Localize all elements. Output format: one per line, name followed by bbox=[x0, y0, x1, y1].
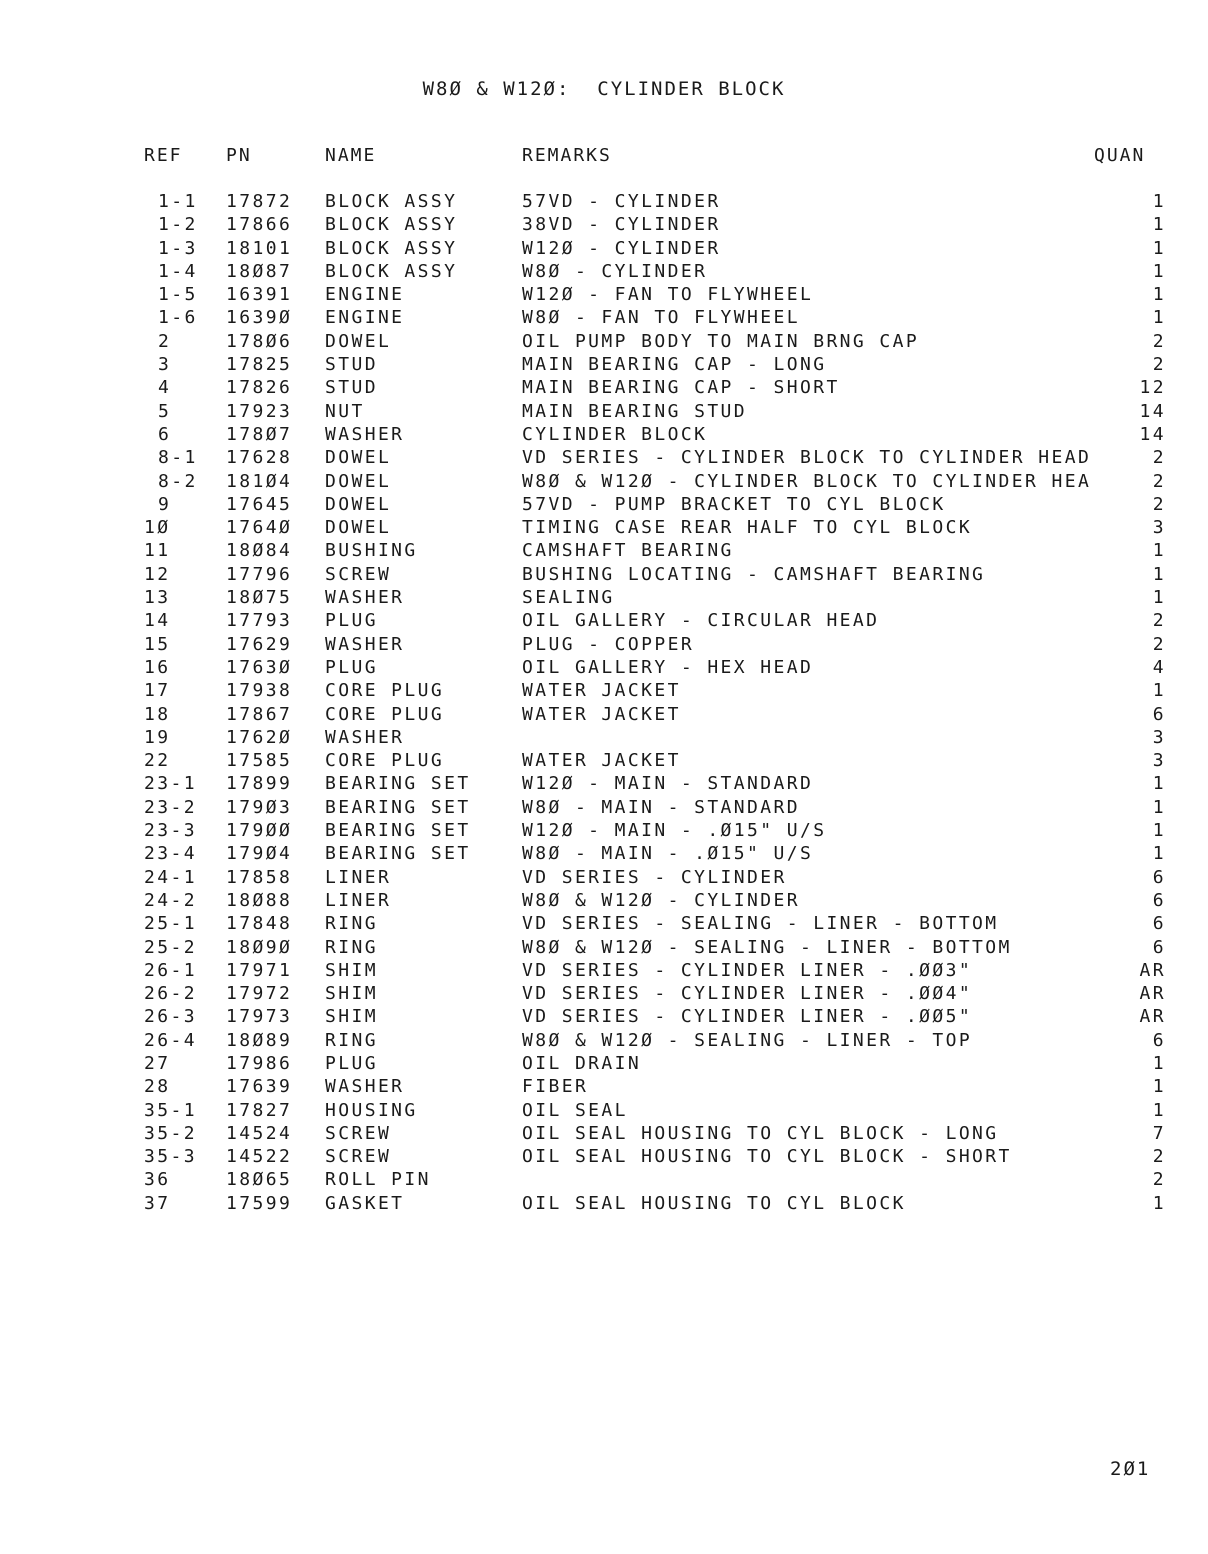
header-name: NAME bbox=[325, 145, 377, 166]
quan-cell: 2 bbox=[1152, 354, 1166, 376]
name-cell: SCREW bbox=[325, 563, 392, 585]
remarks-cell: CYLINDER BLOCK bbox=[522, 423, 708, 445]
pn-cell: 1764Ø bbox=[226, 517, 293, 539]
pn-cell: 17585 bbox=[226, 750, 293, 772]
ref-cell: 13 bbox=[144, 587, 171, 609]
ref-cell: 12 bbox=[144, 563, 171, 585]
name-cell: WASHER bbox=[325, 1076, 405, 1098]
pn-cell: 17867 bbox=[226, 703, 293, 725]
table-row bbox=[0, 1122, 1208, 1145]
table-row bbox=[0, 423, 1208, 446]
pn-cell: 17599 bbox=[226, 1192, 293, 1214]
table-row bbox=[0, 912, 1208, 935]
remarks-cell: FIBER bbox=[522, 1076, 589, 1098]
ref-cell: 18 bbox=[144, 703, 171, 725]
ref-cell: 23-2 bbox=[144, 796, 197, 818]
remarks-cell: MAIN BEARING CAP - SHORT bbox=[522, 377, 840, 399]
pn-cell: 17986 bbox=[226, 1052, 293, 1074]
name-cell: CORE PLUG bbox=[325, 750, 445, 772]
name-cell: BEARING SET bbox=[325, 773, 471, 795]
table-row bbox=[0, 1005, 1208, 1028]
header-remarks: REMARKS bbox=[522, 145, 612, 166]
quan-cell: 1 bbox=[1152, 820, 1166, 842]
table-row bbox=[0, 446, 1208, 469]
remarks-cell: W8Ø - MAIN - .Ø15" U/S bbox=[522, 843, 814, 865]
pn-cell: 17899 bbox=[226, 773, 293, 795]
pn-cell: 17973 bbox=[226, 1006, 293, 1028]
quan-cell: 6 bbox=[1152, 703, 1166, 725]
name-cell: GASKET bbox=[325, 1192, 405, 1214]
remarks-cell: 57VD - CYLINDER bbox=[522, 191, 721, 212]
ref-cell: 8-2 bbox=[158, 470, 198, 492]
table-row bbox=[0, 749, 1208, 772]
quan-cell: 14 bbox=[1139, 400, 1166, 422]
ref-cell: 23-4 bbox=[144, 843, 197, 865]
remarks-cell: W12Ø - CYLINDER bbox=[522, 237, 721, 259]
remarks-cell: W8Ø & W12Ø - SEALING - LINER - TOP bbox=[522, 1029, 973, 1051]
ref-cell: 24-2 bbox=[144, 889, 197, 911]
pn-cell: 1762Ø bbox=[226, 726, 293, 748]
ref-cell: 22 bbox=[144, 750, 171, 772]
name-cell: BLOCK ASSY bbox=[325, 260, 458, 282]
pn-cell: 17639 bbox=[226, 1076, 293, 1098]
quan-cell: 1 bbox=[1152, 796, 1166, 818]
quan-cell: 2 bbox=[1152, 633, 1166, 655]
table-row bbox=[0, 633, 1208, 656]
table-row bbox=[0, 353, 1208, 376]
pn-cell: 17827 bbox=[226, 1099, 293, 1121]
ref-cell: 37 bbox=[144, 1192, 171, 1214]
table-header bbox=[0, 145, 1208, 169]
name-cell: CORE PLUG bbox=[325, 703, 445, 725]
pn-cell: 17825 bbox=[226, 354, 293, 376]
remarks-cell: MAIN BEARING STUD bbox=[522, 400, 748, 422]
quan-cell: 1 bbox=[1152, 1052, 1166, 1074]
name-cell: ENGINE bbox=[325, 284, 405, 306]
quan-cell: 4 bbox=[1152, 656, 1166, 678]
name-cell: BUSHING bbox=[325, 540, 418, 562]
name-cell: BEARING SET bbox=[325, 796, 471, 818]
header-ref: REF bbox=[144, 145, 183, 166]
name-cell: PLUG bbox=[325, 610, 378, 632]
pn-cell: 17866 bbox=[226, 214, 293, 236]
quan-cell: 1 bbox=[1152, 540, 1166, 562]
ref-cell: 15 bbox=[144, 633, 171, 655]
name-cell: ENGINE bbox=[325, 307, 405, 329]
quan-cell: 2 bbox=[1152, 1169, 1166, 1191]
quan-cell: 3 bbox=[1152, 517, 1166, 539]
remarks-cell: W8Ø & W12Ø - SEALING - LINER - BOTTOM bbox=[522, 936, 1012, 958]
pn-cell: 178Ø7 bbox=[226, 423, 293, 445]
pn-cell: 179Ø3 bbox=[226, 796, 293, 818]
name-cell: RING bbox=[325, 1029, 378, 1051]
ref-cell: 4 bbox=[158, 377, 172, 399]
table-row bbox=[0, 936, 1208, 959]
ref-cell: 1-4 bbox=[158, 260, 198, 282]
parts-table bbox=[0, 190, 1208, 1215]
pn-cell: 18Ø84 bbox=[226, 540, 293, 562]
table-row bbox=[0, 866, 1208, 889]
name-cell: STUD bbox=[325, 354, 378, 376]
table-row bbox=[0, 516, 1208, 539]
remarks-cell: BUSHING LOCATING - CAMSHAFT BEARING bbox=[522, 563, 986, 585]
remarks-cell: OIL SEAL HOUSING TO CYL BLOCK - SHORT bbox=[522, 1146, 1012, 1168]
remarks-cell: VD SERIES - SEALING - LINER - BOTTOM bbox=[522, 913, 999, 935]
ref-cell: 1-2 bbox=[158, 214, 198, 236]
remarks-cell: W8Ø - CYLINDER bbox=[522, 260, 708, 282]
remarks-cell: W8Ø & W12Ø - CYLINDER BLOCK TO CYLINDER HEA bbox=[522, 470, 1092, 492]
remarks-cell: VD SERIES - CYLINDER bbox=[522, 866, 787, 888]
pn-cell: 17796 bbox=[226, 563, 293, 585]
table-row bbox=[0, 609, 1208, 632]
name-cell: RING bbox=[325, 936, 378, 958]
name-cell: SCREW bbox=[325, 1122, 392, 1144]
quan-cell: 1 bbox=[1152, 260, 1166, 282]
pn-cell: 18Ø89 bbox=[226, 1029, 293, 1051]
ref-cell: 2 bbox=[158, 330, 172, 352]
name-cell: DOWEL bbox=[325, 493, 392, 515]
pn-cell: 17972 bbox=[226, 983, 293, 1005]
quan-cell: AR bbox=[1139, 983, 1166, 1005]
quan-cell: 2 bbox=[1152, 447, 1166, 469]
pn-cell: 14524 bbox=[226, 1122, 293, 1144]
ref-cell: 35-1 bbox=[144, 1099, 197, 1121]
remarks-cell: W8Ø & W12Ø - CYLINDER bbox=[522, 889, 800, 911]
quan-cell: 14 bbox=[1139, 423, 1166, 445]
name-cell: PLUG bbox=[325, 1052, 378, 1074]
table-row bbox=[0, 1029, 1208, 1052]
ref-cell: 14 bbox=[144, 610, 171, 632]
name-cell: BEARING SET bbox=[325, 843, 471, 865]
table-row bbox=[0, 563, 1208, 586]
name-cell: BLOCK ASSY bbox=[325, 237, 458, 259]
name-cell: RING bbox=[325, 913, 378, 935]
table-row bbox=[0, 400, 1208, 423]
table-row bbox=[0, 1075, 1208, 1098]
page-number: 2Ø1 bbox=[1110, 1458, 1151, 1480]
pn-cell: 18Ø87 bbox=[226, 260, 293, 282]
pn-cell: 18Ø88 bbox=[226, 889, 293, 911]
table-row bbox=[0, 190, 1208, 213]
name-cell: ROLL PIN bbox=[325, 1169, 431, 1191]
quan-cell: 6 bbox=[1152, 866, 1166, 888]
name-cell: DOWEL bbox=[325, 470, 392, 492]
ref-cell: 26-2 bbox=[144, 983, 197, 1005]
pn-cell: 17938 bbox=[226, 680, 293, 702]
name-cell: WASHER bbox=[325, 423, 405, 445]
name-cell: BLOCK ASSY bbox=[325, 214, 458, 236]
pn-cell: 17793 bbox=[226, 610, 293, 632]
name-cell: WASHER bbox=[325, 633, 405, 655]
pn-cell: 17628 bbox=[226, 447, 293, 469]
quan-cell: AR bbox=[1139, 1006, 1166, 1028]
ref-cell: 28 bbox=[144, 1076, 171, 1098]
quan-cell: 7 bbox=[1152, 1122, 1166, 1144]
pn-cell: 17848 bbox=[226, 913, 293, 935]
table-row bbox=[0, 772, 1208, 795]
quan-cell: 1 bbox=[1152, 307, 1166, 329]
pn-cell: 16391 bbox=[226, 284, 293, 306]
name-cell: SCREW bbox=[325, 1146, 392, 1168]
ref-cell: 35-2 bbox=[144, 1122, 197, 1144]
name-cell: LINER bbox=[325, 866, 392, 888]
ref-cell: 25-2 bbox=[144, 936, 197, 958]
remarks-cell: PLUG - COPPER bbox=[522, 633, 695, 655]
quan-cell: 1 bbox=[1152, 680, 1166, 702]
remarks-cell: VD SERIES - CYLINDER LINER - .ØØ3" bbox=[522, 959, 973, 981]
ref-cell: 23-1 bbox=[144, 773, 197, 795]
table-row bbox=[0, 819, 1208, 842]
quan-cell: 1 bbox=[1152, 843, 1166, 865]
ref-cell: 1Ø bbox=[144, 517, 171, 539]
ref-cell: 8-1 bbox=[158, 447, 198, 469]
remarks-cell: OIL GALLERY - CIRCULAR HEAD bbox=[522, 610, 880, 632]
quan-cell: 2 bbox=[1152, 1146, 1166, 1168]
table-row bbox=[0, 213, 1208, 236]
pn-cell: 178Ø6 bbox=[226, 330, 293, 352]
quan-cell: 6 bbox=[1152, 936, 1166, 958]
table-row bbox=[0, 842, 1208, 865]
quan-cell: 3 bbox=[1152, 726, 1166, 748]
remarks-cell: CAMSHAFT BEARING bbox=[522, 540, 734, 562]
quan-cell: 1 bbox=[1152, 563, 1166, 585]
ref-cell: 26-4 bbox=[144, 1029, 197, 1051]
quan-cell: 2 bbox=[1152, 493, 1166, 515]
ref-cell: 5 bbox=[158, 400, 172, 422]
remarks-cell: WATER JACKET bbox=[522, 680, 681, 702]
table-row bbox=[0, 656, 1208, 679]
ref-cell: 9 bbox=[158, 493, 172, 515]
remarks-cell: OIL SEAL bbox=[522, 1099, 628, 1121]
ref-cell: 35-3 bbox=[144, 1146, 197, 1168]
ref-cell: 17 bbox=[144, 680, 171, 702]
ref-cell: 36 bbox=[144, 1169, 171, 1191]
quan-cell: 1 bbox=[1152, 214, 1166, 236]
pn-cell: 17645 bbox=[226, 493, 293, 515]
quan-cell: 1 bbox=[1152, 1076, 1166, 1098]
ref-cell: 1-1 bbox=[158, 191, 198, 212]
page-title: W8Ø & W12Ø: CYLINDER BLOCK bbox=[422, 78, 786, 100]
quan-cell: 1 bbox=[1152, 191, 1166, 212]
remarks-cell: OIL SEAL HOUSING TO CYL BLOCK bbox=[522, 1192, 906, 1214]
remarks-cell: WATER JACKET bbox=[522, 703, 681, 725]
name-cell: DOWEL bbox=[325, 330, 392, 352]
remarks-cell: SEALING bbox=[522, 587, 615, 609]
pn-cell: 17923 bbox=[226, 400, 293, 422]
pn-cell: 1639Ø bbox=[226, 307, 293, 329]
quan-cell: 6 bbox=[1152, 913, 1166, 935]
ref-cell: 3 bbox=[158, 354, 172, 376]
table-row bbox=[0, 726, 1208, 749]
table-row bbox=[0, 796, 1208, 819]
pn-cell: 17971 bbox=[226, 959, 293, 981]
pn-cell: 17872 bbox=[226, 191, 293, 212]
quan-cell: AR bbox=[1139, 959, 1166, 981]
remarks-cell: OIL GALLERY - HEX HEAD bbox=[522, 656, 814, 678]
name-cell: DOWEL bbox=[325, 517, 392, 539]
pn-cell: 18Ø9Ø bbox=[226, 936, 293, 958]
remarks-cell: W8Ø - MAIN - STANDARD bbox=[522, 796, 800, 818]
name-cell: CORE PLUG bbox=[325, 680, 445, 702]
table-row bbox=[0, 1145, 1208, 1168]
ref-cell: 25-1 bbox=[144, 913, 197, 935]
table-row bbox=[0, 586, 1208, 609]
name-cell: SHIM bbox=[325, 959, 378, 981]
table-row bbox=[0, 539, 1208, 562]
quan-cell: 2 bbox=[1152, 610, 1166, 632]
table-row bbox=[0, 1052, 1208, 1075]
name-cell: LINER bbox=[325, 889, 392, 911]
ref-cell: 11 bbox=[144, 540, 171, 562]
table-row bbox=[0, 959, 1208, 982]
table-row bbox=[0, 982, 1208, 1005]
quan-cell: 1 bbox=[1152, 587, 1166, 609]
ref-cell: 26-3 bbox=[144, 1006, 197, 1028]
ref-cell: 24-1 bbox=[144, 866, 197, 888]
ref-cell: 6 bbox=[158, 423, 172, 445]
name-cell: BEARING SET bbox=[325, 820, 471, 842]
ref-cell: 16 bbox=[144, 656, 171, 678]
ref-cell: 23-3 bbox=[144, 820, 197, 842]
quan-cell: 2 bbox=[1152, 330, 1166, 352]
table-row bbox=[0, 283, 1208, 306]
quan-cell: 1 bbox=[1152, 773, 1166, 795]
table-row bbox=[0, 703, 1208, 726]
name-cell: HOUSING bbox=[325, 1099, 418, 1121]
remarks-cell: MAIN BEARING CAP - LONG bbox=[522, 354, 827, 376]
name-cell: WASHER bbox=[325, 587, 405, 609]
ref-cell: 1-3 bbox=[158, 237, 198, 259]
table-row bbox=[0, 679, 1208, 702]
quan-cell: 1 bbox=[1152, 237, 1166, 259]
quan-cell: 2 bbox=[1152, 470, 1166, 492]
pn-cell: 17858 bbox=[226, 866, 293, 888]
quan-cell: 1 bbox=[1152, 1192, 1166, 1214]
ref-cell: 27 bbox=[144, 1052, 171, 1074]
table-row bbox=[0, 330, 1208, 353]
pn-cell: 14522 bbox=[226, 1146, 293, 1168]
remarks-cell: VD SERIES - CYLINDER LINER - .ØØ5" bbox=[522, 1006, 973, 1028]
quan-cell: 6 bbox=[1152, 1029, 1166, 1051]
name-cell: WASHER bbox=[325, 726, 405, 748]
quan-cell: 1 bbox=[1152, 284, 1166, 306]
pn-cell: 179Ø4 bbox=[226, 843, 293, 865]
pn-cell: 17826 bbox=[226, 377, 293, 399]
name-cell: STUD bbox=[325, 377, 378, 399]
name-cell: SHIM bbox=[325, 1006, 378, 1028]
table-row bbox=[0, 306, 1208, 329]
table-row bbox=[0, 1099, 1208, 1122]
remarks-cell: W12Ø - FAN TO FLYWHEEL bbox=[522, 284, 814, 306]
remarks-cell: VD SERIES - CYLINDER LINER - .ØØ4" bbox=[522, 983, 973, 1005]
table-row bbox=[0, 470, 1208, 493]
quan-cell: 12 bbox=[1139, 377, 1166, 399]
name-cell: NUT bbox=[325, 400, 365, 422]
quan-cell: 3 bbox=[1152, 750, 1166, 772]
remarks-cell: W12Ø - MAIN - .Ø15" U/S bbox=[522, 820, 827, 842]
header-quan: QUAN bbox=[1094, 145, 1146, 166]
remarks-cell: VD SERIES - CYLINDER BLOCK TO CYLINDER HEAD bbox=[522, 447, 1092, 469]
pn-cell: 18101 bbox=[226, 237, 293, 259]
name-cell: DOWEL bbox=[325, 447, 392, 469]
pn-cell: 181Ø4 bbox=[226, 470, 293, 492]
table-row bbox=[0, 1192, 1208, 1215]
ref-cell: 1-6 bbox=[158, 307, 198, 329]
table-row bbox=[0, 493, 1208, 516]
remarks-cell: TIMING CASE REAR HALF TO CYL BLOCK bbox=[522, 517, 973, 539]
table-row bbox=[0, 376, 1208, 399]
quan-cell: 1 bbox=[1152, 1099, 1166, 1121]
remarks-cell: OIL SEAL HOUSING TO CYL BLOCK - LONG bbox=[522, 1122, 999, 1144]
pn-cell: 18Ø65 bbox=[226, 1169, 293, 1191]
pn-cell: 179ØØ bbox=[226, 820, 293, 842]
remarks-cell: W12Ø - MAIN - STANDARD bbox=[522, 773, 814, 795]
remarks-cell: WATER JACKET bbox=[522, 750, 681, 772]
name-cell: SHIM bbox=[325, 983, 378, 1005]
table-row bbox=[0, 889, 1208, 912]
pn-cell: 17629 bbox=[226, 633, 293, 655]
name-cell: BLOCK ASSY bbox=[325, 191, 458, 212]
remarks-cell: 57VD - PUMP BRACKET TO CYL BLOCK bbox=[522, 493, 946, 515]
table-row bbox=[0, 260, 1208, 283]
table-row bbox=[0, 237, 1208, 260]
remarks-cell: 38VD - CYLINDER bbox=[522, 214, 721, 236]
pn-cell: 18Ø75 bbox=[226, 587, 293, 609]
header-pn: PN bbox=[226, 145, 252, 166]
ref-cell: 19 bbox=[144, 726, 171, 748]
table-row bbox=[0, 1168, 1208, 1191]
ref-cell: 1-5 bbox=[158, 284, 198, 306]
name-cell: PLUG bbox=[325, 656, 378, 678]
remarks-cell: OIL PUMP BODY TO MAIN BRNG CAP bbox=[522, 330, 920, 352]
remarks-cell: OIL DRAIN bbox=[522, 1052, 642, 1074]
ref-cell: 26-1 bbox=[144, 959, 197, 981]
remarks-cell: W8Ø - FAN TO FLYWHEEL bbox=[522, 307, 800, 329]
quan-cell: 6 bbox=[1152, 889, 1166, 911]
pn-cell: 1763Ø bbox=[226, 656, 293, 678]
